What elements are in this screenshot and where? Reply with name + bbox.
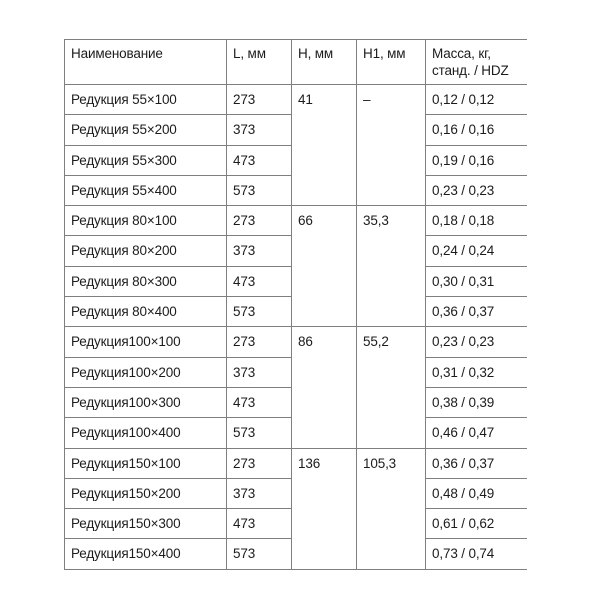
column-header-mass-line2: станд. / HDZ [432,62,509,78]
cell-name: Редукция150×200 [65,478,227,508]
cell-name: Редукция100×400 [65,418,227,448]
table-row [65,327,527,357]
cell-l: 373 [227,357,292,387]
cell-l: 573 [227,539,292,569]
cell-h1: – [357,85,426,206]
cell-l: 473 [227,266,292,296]
cell-name: Редукция 80×300 [65,266,227,296]
cell-mass: 0,31 / 0,32 [426,357,527,387]
cell-l: 373 [227,236,292,266]
cell-l: 273 [227,448,292,478]
cell-h1: 35,3 [357,206,426,327]
dimensions-table [64,39,527,570]
table-row [65,448,527,478]
cell-name: Редукция 55×400 [65,175,227,205]
cell-l: 573 [227,297,292,327]
column-header-name: Наименование [65,40,227,85]
cell-h1: 105,3 [357,448,426,569]
table-header [65,40,527,85]
cell-h: 86 [292,327,357,448]
cell-mass: 0,30 / 0,31 [426,266,527,296]
column-header-h: H, мм [292,40,357,85]
dimensions-table-container [64,39,527,570]
table-row [65,206,527,236]
cell-name: Редукция150×100 [65,448,227,478]
header-row [65,40,527,85]
cell-h: 41 [292,85,357,206]
table-row [65,85,527,115]
cell-l: 273 [227,327,292,357]
cell-l: 273 [227,206,292,236]
cell-mass: 0,23 / 0,23 [426,175,527,205]
cell-mass: 0,48 / 0,49 [426,478,527,508]
cell-mass: 0,19 / 0,16 [426,145,527,175]
cell-l: 473 [227,387,292,417]
cell-mass: 0,36 / 0,37 [426,297,527,327]
cell-l: 373 [227,115,292,145]
column-header-mass [426,40,527,85]
cell-name: Редукция 80×400 [65,297,227,327]
cell-name: Редукция 55×100 [65,85,227,115]
cell-name: Редукция150×300 [65,509,227,539]
cell-name: Редукция 80×100 [65,206,227,236]
cell-l: 573 [227,175,292,205]
cell-mass: 0,36 / 0,37 [426,448,527,478]
cell-mass: 0,23 / 0,23 [426,327,527,357]
cell-h: 136 [292,448,357,569]
cell-l: 273 [227,85,292,115]
column-header-h1: H1, мм [357,40,426,85]
column-header-mass-line1: Масса, кг, [432,46,491,61]
cell-mass: 0,12 / 0,12 [426,85,527,115]
cell-name: Редукция150×400 [65,539,227,569]
cell-mass: 0,18 / 0,18 [426,206,527,236]
table-body [65,85,527,570]
cell-name: Редукция100×200 [65,357,227,387]
cell-mass: 0,61 / 0,62 [426,509,527,539]
cell-l: 473 [227,145,292,175]
cell-h: 66 [292,206,357,327]
cell-mass: 0,16 / 0,16 [426,115,527,145]
cell-h1: 55,2 [357,327,426,448]
cell-name: Редукция 80×200 [65,236,227,266]
cell-mass: 0,38 / 0,39 [426,387,527,417]
cell-l: 373 [227,478,292,508]
cell-name: Редукция100×300 [65,387,227,417]
cell-name: Редукция 55×300 [65,145,227,175]
cell-mass: 0,46 / 0,47 [426,418,527,448]
cell-l: 573 [227,418,292,448]
column-header-l: L, мм [227,40,292,85]
cell-name: Редукция 55×200 [65,115,227,145]
cell-l: 473 [227,509,292,539]
cell-mass: 0,24 / 0,24 [426,236,527,266]
cell-mass: 0,73 / 0,74 [426,539,527,569]
cell-name: Редукция100×100 [65,327,227,357]
